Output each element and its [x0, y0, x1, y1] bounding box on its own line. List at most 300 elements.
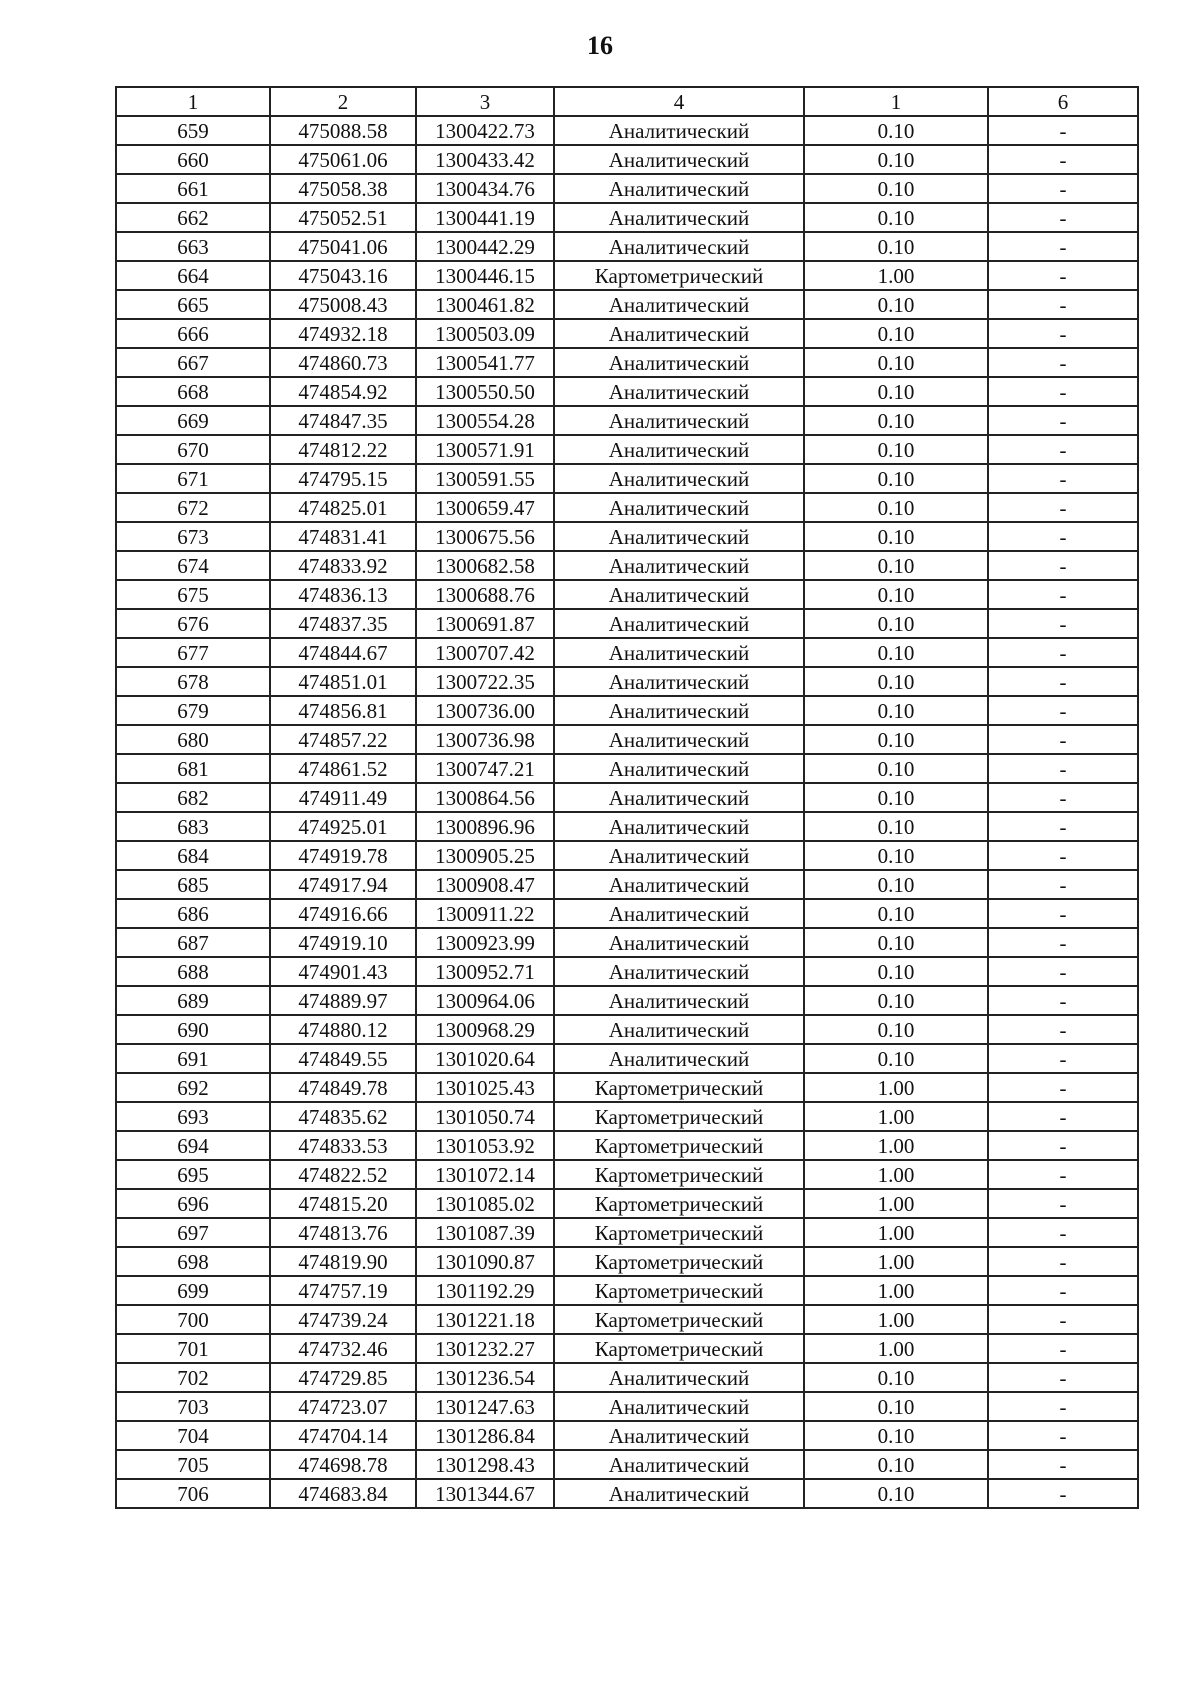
accuracy-cell: 0.10 — [804, 696, 988, 725]
y-coordinate-cell: 1301344.67 — [416, 1479, 554, 1508]
accuracy-cell: 0.10 — [804, 1392, 988, 1421]
x-coordinate-cell: 474847.35 — [270, 406, 416, 435]
point-number-cell: 691 — [116, 1044, 270, 1073]
note-cell: - — [988, 1073, 1138, 1102]
method-cell: Аналитический — [554, 1044, 804, 1073]
accuracy-cell: 0.10 — [804, 1479, 988, 1508]
x-coordinate-cell: 474757.19 — [270, 1276, 416, 1305]
point-number-cell: 692 — [116, 1073, 270, 1102]
y-coordinate-cell: 1300707.42 — [416, 638, 554, 667]
y-coordinate-cell: 1300691.87 — [416, 609, 554, 638]
point-number-cell: 670 — [116, 435, 270, 464]
note-cell: - — [988, 1392, 1138, 1421]
accuracy-cell: 0.10 — [804, 812, 988, 841]
note-cell: - — [988, 1218, 1138, 1247]
method-cell: Аналитический — [554, 435, 804, 464]
note-cell: - — [988, 1421, 1138, 1450]
accuracy-cell: 1.00 — [804, 1218, 988, 1247]
accuracy-cell: 0.10 — [804, 435, 988, 464]
method-cell: Аналитический — [554, 1450, 804, 1479]
x-coordinate-cell: 475052.51 — [270, 203, 416, 232]
method-cell: Аналитический — [554, 638, 804, 667]
note-cell: - — [988, 667, 1138, 696]
column-header: 2 — [270, 87, 416, 116]
method-cell: Картометрический — [554, 1334, 804, 1363]
note-cell: - — [988, 145, 1138, 174]
point-number-cell: 693 — [116, 1102, 270, 1131]
note-cell: - — [988, 899, 1138, 928]
point-number-cell: 701 — [116, 1334, 270, 1363]
y-coordinate-cell: 1301247.63 — [416, 1392, 554, 1421]
note-cell: - — [988, 261, 1138, 290]
accuracy-cell: 1.00 — [804, 1305, 988, 1334]
point-number-cell: 671 — [116, 464, 270, 493]
point-number-cell: 696 — [116, 1189, 270, 1218]
method-cell: Аналитический — [554, 1015, 804, 1044]
note-cell: - — [988, 1044, 1138, 1073]
method-cell: Аналитический — [554, 580, 804, 609]
table-row — [116, 435, 1138, 464]
method-cell: Аналитический — [554, 551, 804, 580]
method-cell: Картометрический — [554, 261, 804, 290]
point-number-cell: 697 — [116, 1218, 270, 1247]
table-row — [116, 1015, 1138, 1044]
method-cell: Картометрический — [554, 1276, 804, 1305]
table-row — [116, 725, 1138, 754]
y-coordinate-cell: 1300736.98 — [416, 725, 554, 754]
column-header: 6 — [988, 87, 1138, 116]
accuracy-cell: 1.00 — [804, 1334, 988, 1363]
point-number-cell: 674 — [116, 551, 270, 580]
x-coordinate-cell: 474698.78 — [270, 1450, 416, 1479]
y-coordinate-cell: 1300541.77 — [416, 348, 554, 377]
method-cell: Аналитический — [554, 203, 804, 232]
accuracy-cell: 0.10 — [804, 522, 988, 551]
table-row — [116, 348, 1138, 377]
table-row — [116, 1131, 1138, 1160]
table-row — [116, 812, 1138, 841]
note-cell: - — [988, 464, 1138, 493]
note-cell: - — [988, 1276, 1138, 1305]
y-coordinate-cell: 1300591.55 — [416, 464, 554, 493]
y-coordinate-cell: 1301053.92 — [416, 1131, 554, 1160]
method-cell: Картометрический — [554, 1102, 804, 1131]
x-coordinate-cell: 474932.18 — [270, 319, 416, 348]
point-number-cell: 700 — [116, 1305, 270, 1334]
note-cell: - — [988, 1015, 1138, 1044]
note-cell: - — [988, 1305, 1138, 1334]
note-cell: - — [988, 1160, 1138, 1189]
accuracy-cell: 0.10 — [804, 638, 988, 667]
table-row — [116, 1392, 1138, 1421]
method-cell: Аналитический — [554, 1479, 804, 1508]
point-number-cell: 704 — [116, 1421, 270, 1450]
table-row — [116, 696, 1138, 725]
point-number-cell: 667 — [116, 348, 270, 377]
x-coordinate-cell: 474813.76 — [270, 1218, 416, 1247]
method-cell: Картометрический — [554, 1189, 804, 1218]
point-number-cell: 675 — [116, 580, 270, 609]
method-cell: Аналитический — [554, 870, 804, 899]
accuracy-cell: 1.00 — [804, 1160, 988, 1189]
point-number-cell: 706 — [116, 1479, 270, 1508]
accuracy-cell: 1.00 — [804, 1131, 988, 1160]
y-coordinate-cell: 1300908.47 — [416, 870, 554, 899]
table-row — [116, 290, 1138, 319]
accuracy-cell: 0.10 — [804, 174, 988, 203]
y-coordinate-cell: 1300747.21 — [416, 754, 554, 783]
point-number-cell: 664 — [116, 261, 270, 290]
y-coordinate-cell: 1300968.29 — [416, 1015, 554, 1044]
note-cell: - — [988, 580, 1138, 609]
x-coordinate-cell: 474822.52 — [270, 1160, 416, 1189]
method-cell: Картометрический — [554, 1131, 804, 1160]
y-coordinate-cell: 1300550.50 — [416, 377, 554, 406]
method-cell: Аналитический — [554, 522, 804, 551]
note-cell: - — [988, 870, 1138, 899]
point-number-cell: 684 — [116, 841, 270, 870]
table-row — [116, 1218, 1138, 1247]
accuracy-cell: 0.10 — [804, 406, 988, 435]
point-number-cell: 687 — [116, 928, 270, 957]
method-cell: Аналитический — [554, 783, 804, 812]
table-row — [116, 1479, 1138, 1508]
x-coordinate-cell: 474854.92 — [270, 377, 416, 406]
y-coordinate-cell: 1300461.82 — [416, 290, 554, 319]
accuracy-cell: 0.10 — [804, 464, 988, 493]
accuracy-cell: 0.10 — [804, 725, 988, 754]
table-row — [116, 1102, 1138, 1131]
accuracy-cell: 0.10 — [804, 1421, 988, 1450]
y-coordinate-cell: 1300434.76 — [416, 174, 554, 203]
point-number-cell: 698 — [116, 1247, 270, 1276]
x-coordinate-cell: 475008.43 — [270, 290, 416, 319]
note-cell: - — [988, 348, 1138, 377]
point-number-cell: 690 — [116, 1015, 270, 1044]
accuracy-cell: 0.10 — [804, 580, 988, 609]
x-coordinate-cell: 474836.13 — [270, 580, 416, 609]
point-number-cell: 680 — [116, 725, 270, 754]
note-cell: - — [988, 493, 1138, 522]
table-row — [116, 203, 1138, 232]
accuracy-cell: 0.10 — [804, 1363, 988, 1392]
method-cell: Аналитический — [554, 812, 804, 841]
table-row — [116, 1073, 1138, 1102]
y-coordinate-cell: 1301298.43 — [416, 1450, 554, 1479]
x-coordinate-cell: 474833.92 — [270, 551, 416, 580]
point-number-cell: 695 — [116, 1160, 270, 1189]
table-row — [116, 638, 1138, 667]
point-number-cell: 677 — [116, 638, 270, 667]
x-coordinate-cell: 474831.41 — [270, 522, 416, 551]
method-cell: Аналитический — [554, 754, 804, 783]
accuracy-cell: 1.00 — [804, 1189, 988, 1218]
method-cell: Картометрический — [554, 1218, 804, 1247]
y-coordinate-cell: 1300864.56 — [416, 783, 554, 812]
x-coordinate-cell: 474849.78 — [270, 1073, 416, 1102]
point-number-cell: 703 — [116, 1392, 270, 1421]
y-coordinate-cell: 1300554.28 — [416, 406, 554, 435]
x-coordinate-cell: 474683.84 — [270, 1479, 416, 1508]
x-coordinate-cell: 474857.22 — [270, 725, 416, 754]
note-cell: - — [988, 928, 1138, 957]
y-coordinate-cell: 1301221.18 — [416, 1305, 554, 1334]
x-coordinate-cell: 474704.14 — [270, 1421, 416, 1450]
page-number: 16 — [587, 31, 613, 60]
y-coordinate-cell: 1300964.06 — [416, 986, 554, 1015]
accuracy-cell: 1.00 — [804, 1102, 988, 1131]
method-cell: Аналитический — [554, 348, 804, 377]
table-row — [116, 899, 1138, 928]
y-coordinate-cell: 1301286.84 — [416, 1421, 554, 1450]
point-number-cell: 676 — [116, 609, 270, 638]
note-cell: - — [988, 522, 1138, 551]
accuracy-cell: 0.10 — [804, 667, 988, 696]
column-header: 3 — [416, 87, 554, 116]
accuracy-cell: 0.10 — [804, 232, 988, 261]
x-coordinate-cell: 474723.07 — [270, 1392, 416, 1421]
table-row — [116, 957, 1138, 986]
method-cell: Аналитический — [554, 377, 804, 406]
table-row — [116, 1334, 1138, 1363]
x-coordinate-cell: 474835.62 — [270, 1102, 416, 1131]
table-row — [116, 232, 1138, 261]
accuracy-cell: 1.00 — [804, 1276, 988, 1305]
point-number-cell: 699 — [116, 1276, 270, 1305]
y-coordinate-cell: 1300422.73 — [416, 116, 554, 145]
table-row — [116, 609, 1138, 638]
table-row — [116, 1189, 1138, 1218]
table-row — [116, 261, 1138, 290]
coordinates-table — [115, 86, 1139, 1509]
note-cell: - — [988, 319, 1138, 348]
table-row — [116, 319, 1138, 348]
y-coordinate-cell: 1300688.76 — [416, 580, 554, 609]
method-cell: Аналитический — [554, 696, 804, 725]
x-coordinate-cell: 475058.38 — [270, 174, 416, 203]
table-row — [116, 870, 1138, 899]
accuracy-cell: 0.10 — [804, 493, 988, 522]
note-cell: - — [988, 812, 1138, 841]
x-coordinate-cell: 474919.78 — [270, 841, 416, 870]
point-number-cell: 689 — [116, 986, 270, 1015]
method-cell: Аналитический — [554, 493, 804, 522]
y-coordinate-cell: 1300442.29 — [416, 232, 554, 261]
accuracy-cell: 0.10 — [804, 783, 988, 812]
accuracy-cell: 0.10 — [804, 551, 988, 580]
table-row — [116, 464, 1138, 493]
method-cell: Аналитический — [554, 145, 804, 174]
point-number-cell: 672 — [116, 493, 270, 522]
table-row — [116, 841, 1138, 870]
x-coordinate-cell: 474825.01 — [270, 493, 416, 522]
table-row — [116, 1363, 1138, 1392]
note-cell: - — [988, 754, 1138, 783]
method-cell: Аналитический — [554, 464, 804, 493]
y-coordinate-cell: 1300905.25 — [416, 841, 554, 870]
y-coordinate-cell: 1301192.29 — [416, 1276, 554, 1305]
x-coordinate-cell: 474911.49 — [270, 783, 416, 812]
note-cell: - — [988, 551, 1138, 580]
y-coordinate-cell: 1301050.74 — [416, 1102, 554, 1131]
x-coordinate-cell: 474917.94 — [270, 870, 416, 899]
point-number-cell: 659 — [116, 116, 270, 145]
point-number-cell: 682 — [116, 783, 270, 812]
method-cell: Аналитический — [554, 667, 804, 696]
y-coordinate-cell: 1300433.42 — [416, 145, 554, 174]
x-coordinate-cell: 474732.46 — [270, 1334, 416, 1363]
column-header: 1 — [116, 87, 270, 116]
x-coordinate-cell: 474819.90 — [270, 1247, 416, 1276]
accuracy-cell: 0.10 — [804, 899, 988, 928]
y-coordinate-cell: 1301072.14 — [416, 1160, 554, 1189]
note-cell: - — [988, 609, 1138, 638]
point-number-cell: 661 — [116, 174, 270, 203]
point-number-cell: 688 — [116, 957, 270, 986]
note-cell: - — [988, 232, 1138, 261]
x-coordinate-cell: 474851.01 — [270, 667, 416, 696]
table-row — [116, 986, 1138, 1015]
note-cell: - — [988, 1363, 1138, 1392]
method-cell: Аналитический — [554, 957, 804, 986]
accuracy-cell: 1.00 — [804, 1073, 988, 1102]
x-coordinate-cell: 475043.16 — [270, 261, 416, 290]
note-cell: - — [988, 841, 1138, 870]
note-cell: - — [988, 1102, 1138, 1131]
table-row — [116, 1450, 1138, 1479]
y-coordinate-cell: 1300682.58 — [416, 551, 554, 580]
y-coordinate-cell: 1301085.02 — [416, 1189, 554, 1218]
method-cell: Аналитический — [554, 116, 804, 145]
y-coordinate-cell: 1300923.99 — [416, 928, 554, 957]
point-number-cell: 678 — [116, 667, 270, 696]
y-coordinate-cell: 1300911.22 — [416, 899, 554, 928]
method-cell: Аналитический — [554, 290, 804, 319]
table-body — [116, 116, 1138, 1508]
y-coordinate-cell: 1301090.87 — [416, 1247, 554, 1276]
x-coordinate-cell: 474889.97 — [270, 986, 416, 1015]
note-cell: - — [988, 377, 1138, 406]
method-cell: Аналитический — [554, 1421, 804, 1450]
table-row — [116, 493, 1138, 522]
point-number-cell: 663 — [116, 232, 270, 261]
method-cell: Аналитический — [554, 841, 804, 870]
x-coordinate-cell: 475088.58 — [270, 116, 416, 145]
method-cell: Картометрический — [554, 1247, 804, 1276]
note-cell: - — [988, 638, 1138, 667]
table-row — [116, 1044, 1138, 1073]
table-row — [116, 522, 1138, 551]
x-coordinate-cell: 474844.67 — [270, 638, 416, 667]
method-cell: Аналитический — [554, 609, 804, 638]
note-cell: - — [988, 1131, 1138, 1160]
y-coordinate-cell: 1301020.64 — [416, 1044, 554, 1073]
point-number-cell: 660 — [116, 145, 270, 174]
x-coordinate-cell: 474916.66 — [270, 899, 416, 928]
x-coordinate-cell: 474861.52 — [270, 754, 416, 783]
accuracy-cell: 1.00 — [804, 261, 988, 290]
accuracy-cell: 0.10 — [804, 986, 988, 1015]
method-cell: Аналитический — [554, 1392, 804, 1421]
accuracy-cell: 0.10 — [804, 928, 988, 957]
method-cell: Аналитический — [554, 1363, 804, 1392]
x-coordinate-cell: 474837.35 — [270, 609, 416, 638]
note-cell: - — [988, 696, 1138, 725]
table-row — [116, 1276, 1138, 1305]
note-cell: - — [988, 1479, 1138, 1508]
x-coordinate-cell: 474880.12 — [270, 1015, 416, 1044]
table-row — [116, 783, 1138, 812]
accuracy-cell: 0.10 — [804, 1044, 988, 1073]
x-coordinate-cell: 474856.81 — [270, 696, 416, 725]
accuracy-cell: 1.00 — [804, 1247, 988, 1276]
y-coordinate-cell: 1300722.35 — [416, 667, 554, 696]
point-number-cell: 666 — [116, 319, 270, 348]
y-coordinate-cell: 1301025.43 — [416, 1073, 554, 1102]
method-cell: Картометрический — [554, 1073, 804, 1102]
table-row — [116, 116, 1138, 145]
y-coordinate-cell: 1300896.96 — [416, 812, 554, 841]
table-row — [116, 1421, 1138, 1450]
note-cell: - — [988, 783, 1138, 812]
note-cell: - — [988, 116, 1138, 145]
x-coordinate-cell: 474739.24 — [270, 1305, 416, 1334]
point-number-cell: 665 — [116, 290, 270, 319]
point-number-cell: 702 — [116, 1363, 270, 1392]
point-number-cell: 694 — [116, 1131, 270, 1160]
note-cell: - — [988, 290, 1138, 319]
y-coordinate-cell: 1301232.27 — [416, 1334, 554, 1363]
column-header: 1 — [804, 87, 988, 116]
x-coordinate-cell: 474812.22 — [270, 435, 416, 464]
point-number-cell: 669 — [116, 406, 270, 435]
method-cell: Картометрический — [554, 1160, 804, 1189]
point-number-cell: 681 — [116, 754, 270, 783]
x-coordinate-cell: 474860.73 — [270, 348, 416, 377]
method-cell: Аналитический — [554, 986, 804, 1015]
note-cell: - — [988, 986, 1138, 1015]
note-cell: - — [988, 1450, 1138, 1479]
note-cell: - — [988, 435, 1138, 464]
point-number-cell: 705 — [116, 1450, 270, 1479]
note-cell: - — [988, 1189, 1138, 1218]
table-row — [116, 145, 1138, 174]
point-number-cell: 683 — [116, 812, 270, 841]
table-row — [116, 754, 1138, 783]
y-coordinate-cell: 1300675.56 — [416, 522, 554, 551]
note-cell: - — [988, 174, 1138, 203]
accuracy-cell: 0.10 — [804, 1450, 988, 1479]
accuracy-cell: 0.10 — [804, 754, 988, 783]
table-row — [116, 1305, 1138, 1334]
y-coordinate-cell: 1300736.00 — [416, 696, 554, 725]
y-coordinate-cell: 1300441.19 — [416, 203, 554, 232]
point-number-cell: 685 — [116, 870, 270, 899]
accuracy-cell: 0.10 — [804, 377, 988, 406]
method-cell: Аналитический — [554, 232, 804, 261]
accuracy-cell: 0.10 — [804, 116, 988, 145]
y-coordinate-cell: 1300446.15 — [416, 261, 554, 290]
table-row — [116, 406, 1138, 435]
note-cell: - — [988, 1247, 1138, 1276]
point-number-cell: 668 — [116, 377, 270, 406]
table-row — [116, 1247, 1138, 1276]
table-row — [116, 580, 1138, 609]
method-cell: Аналитический — [554, 319, 804, 348]
y-coordinate-cell: 1301236.54 — [416, 1363, 554, 1392]
table-header-row — [116, 87, 1138, 116]
accuracy-cell: 0.10 — [804, 870, 988, 899]
